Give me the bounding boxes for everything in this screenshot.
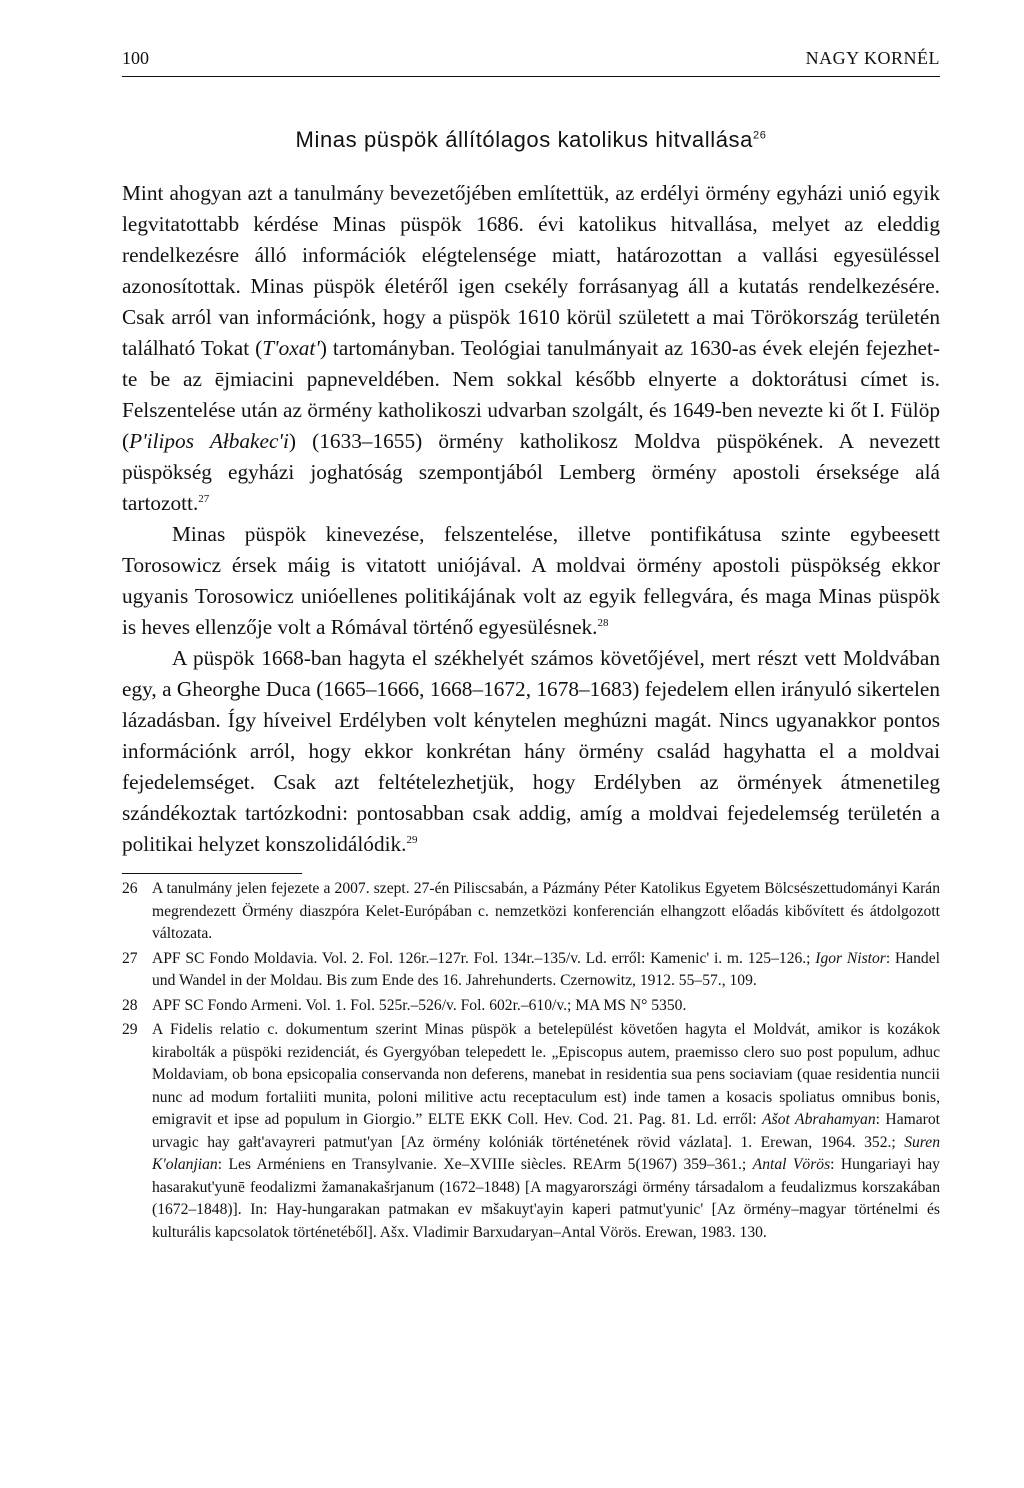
italic-term: P'ilipos Ałbakec'i: [129, 429, 289, 453]
footnote-divider: [122, 873, 302, 874]
running-head-author: NAGY KORNÉL: [805, 48, 940, 68]
author-name: Suren K'olanjian: [152, 1133, 940, 1173]
footnote-number: 26: [122, 880, 138, 897]
paragraph-text: Mint ahogyan azt a tanulmány bevezetőjében említettük, az erdélyi örmény egyházi unió egyik legvitatottabb kérdése Minas püspök 1686. évi katolikus hitvallása, melyet az eleddig rendelkezésre álló információk elégtelensége miatt, határozottan a vallási egyesüléssel azonosítottak. Minas püspök életéről igen csekély forrásanyag áll a kutatás rendelkezésére. Csak arról van információnk, hogy a püspök 1610 körül született a mai Törökország területén található Tokat (: [122, 181, 940, 360]
page-number: 100: [122, 48, 149, 68]
footnote: [122, 1019, 940, 1244]
footnote-text: : Les Arméniens en Transylvanie. Xe–XVIIIe siècles. REArm 5(1967) 359–361.;: [217, 1156, 753, 1173]
paragraph-text: Minas püspök kinevezése, felszentelése, illetve pontifikátusa szinte egybeesett Torosowicz érsek máig is vitatott uniójával. A moldvai örmény apostoli püspökség ekkor ugyanis Torosowicz unióellenes politikájának volt az egyik fellegvára, és maga Minas püspök is heves ellenzője volt a Rómával történő egyesülésnek.: [122, 522, 940, 639]
footnote-number: 28: [122, 996, 138, 1014]
footnote-ref[interactable]: 26: [753, 129, 767, 142]
footnote-text: A Fidelis relatio c. dokumentum szerint Minas püspök a betelepülést követően hagyta el Moldvát, amikor is kozákok kirabolták a püspöki rezidenciát, és Gyergyóban telepedett le. „Episcopus autem, praemisso clero suo post populum, adhuc Moldaviam, ob bona epsicopalia conservanda non deferens, manebat in residentia sua pens sociaviam (quae residentia nuncii nunc ad modum fortaliiti munita, poloni militive actu receptaculum est) inde tamen a kosacis spoliatus omnibus bonis, emigravit et ipse ad populum in Giorgio.” ELTE EKK Coll. Hev. Cod. 21. Pag. 81. Ld. erről:: [152, 1021, 940, 1128]
footnote-ref[interactable]: 29: [406, 833, 418, 846]
author-name: Antal Vörös: [752, 1156, 831, 1173]
section-title-text: Minas püspök állítólagos katolikus hitvallása: [295, 127, 753, 152]
footnotes: [122, 878, 940, 1244]
footnote-text: APF SC Fondo Armeni. Vol. 1. Fol. 525r.–526/v. Fol. 602r.–610/v.; MA MS N° 5350.: [152, 996, 687, 1014]
footnote-text: : Handel und Wandel in der Moldau. Bis zum Ende des 16. Jahrehunderts. Czernowitz, 1912. 55–57., 109.: [152, 949, 940, 989]
body-text: [122, 178, 940, 860]
section-title: [122, 127, 940, 153]
running-header: [122, 46, 940, 77]
paragraph: [122, 643, 940, 860]
paragraph-text: ) tartományban. Teológiai tanulmányait az 1630-as évek elején fejezhette be az ējmiacini papneveldében. Nem sokkal később elnyerte a doktorátusi címet is. Felszentelése után az örmény katholikoszi udvarban szolgált, és 1649-ben nevezte ki őt I. Fülöp (: [122, 336, 940, 453]
paragraph-text: ) (1633–1655) örmény katholikosz Moldva püspökének. A nevezett püspökség egyházi joghatóság szempontjából Lemberg örmény apostoli érseksége alá tartozott.: [122, 429, 940, 515]
footnote-text: APF SC Fondo Moldavia. Vol. 2. Fol. 126r.–127r. Fol. 134r.–135/v. Ld. erről: Kamenic' i. m. 125–126.;: [152, 949, 816, 967]
paragraph: [122, 178, 940, 519]
footnote-ref[interactable]: 27: [198, 492, 210, 505]
footnote-ref[interactable]: 28: [597, 616, 609, 629]
author-name: Ašot Abrahamyan: [762, 1111, 876, 1128]
paragraph: [122, 519, 940, 643]
italic-term: T'oxat': [262, 336, 320, 360]
footnote: [122, 878, 940, 946]
footnote-text: A tanulmány jelen fejezete a 2007. szept. 27-én Piliscsabán, a Pázmány Péter Katolikus Egyetem Bölcsészettudományi Karán megrendezett Örmény diaszpóra Kelet-Európában c. nemzetközi konferencián elhangzott előadás kibővített és átdolgozott változata.: [152, 880, 940, 942]
footnote-text: : Hungariayi hay hasarakut'yunē feodalizmi žamanakašrjanum (1672–1848) [A magyarországi örmény társadalom a feudalizmus korszakában (1672–1848)]. In: Hay-hungarakan patmakan ev mšakuyt'ayin kaperi patmut'yunic' [Az örmény–magyar történelmi és kulturális kapcsolatok történetéből]. Ašx. Vladimir Barxudaryan–Antal Vörös. Erewan, 1983. 130.: [152, 1156, 940, 1241]
footnote-number: 29: [122, 1021, 138, 1038]
paragraph-text: A püspök 1668-ban hagyta el székhelyét számos követőjével, mert részt vett Moldvában egy, a Gheorghe Duca (1665–1666, 1668–1672, 1678–1683) fejedelem ellen irányuló sikertelen lázadásban. Így híveivel Erdélyben volt kénytelen meghúzni magát. Nincs ugyanakkor pontos információnk arról, hogy ekkor konkrétan hány örmény család hagyhatta el a moldvai fejedelemséget. Csak azt feltételezhetjük, hogy Erdélyben az örmények átmenetileg szándékoztak tartózkodni: pontosabban csak addig, amíg a moldvai fejedelemség területén a politikai helyzet konszolidálódik.: [122, 646, 940, 856]
footnote-text: : Hamarot urvagic hay gałt'avayreri patmut'yan [Az örmény kolóniák történetének rövid vázlata]. 1. Erewan, 1964. 352.;: [152, 1111, 940, 1151]
footnote-number: 27: [122, 949, 138, 967]
author-name: Igor Nistor: [815, 949, 886, 967]
footnote: [122, 948, 940, 993]
footnote: [122, 995, 940, 1018]
